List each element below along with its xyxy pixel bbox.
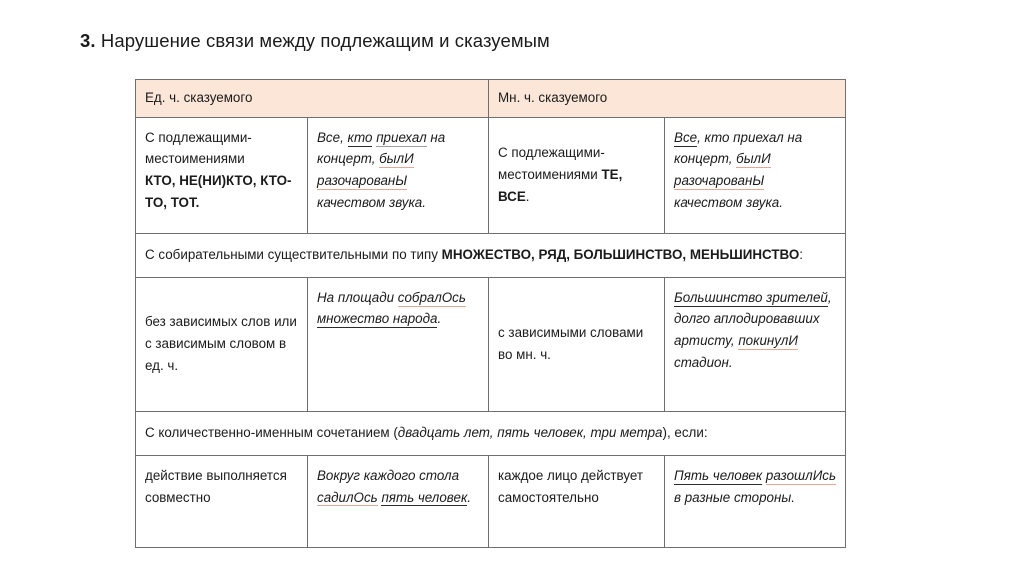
pl-rule-pronoun-list: ТЕ, ВСЕ [498,166,623,204]
table-row-quantitative-detail [136,455,846,547]
cell-pl-example-quantitative [665,455,846,547]
cell-sg-example-quantitative [308,455,489,547]
ex-text-part: . [437,311,442,327]
quantitative-suffix: ), если: [662,424,708,440]
table-row-collective-detail [136,277,846,411]
ex-text-part: , кто приехал на концерт, [674,129,803,167]
page-title [80,30,550,52]
collective-noun-list: МНОЖЕСТВО, РЯД, БОЛЬШИНСТВО, МЕНЬШИНСТВО [441,246,800,262]
underline-razocharovany: разочарованЫ [674,173,765,189]
cell-sg-example-pronouns [308,117,489,233]
cell-pl-rule-pronouns [489,117,665,233]
underline-pokinuli: покинулИ [738,333,798,349]
underline-bolshinstvo-zritelej: Большинство зрителей [674,289,828,305]
ex-text-part: На площади [317,289,398,305]
underline-pyat-chelovek: Пять человек [674,467,763,483]
cell-collective-heading [136,233,846,277]
underline-priehal: приехал [376,129,427,145]
quantitative-examples: двадцать лет, пять человек, три метра [397,424,663,440]
sg-rule-pronoun-list: КТО, НЕ(НИ)КТО, КТО-ТО, ТОТ. [145,173,292,210]
cell-pl-example-collective [665,277,846,411]
underline-kto: кто [347,129,373,145]
underline-sobralos: собралОсь [397,289,466,305]
underline-pyat-chelovek: пять человек [381,489,468,505]
collective-suffix: : [799,246,804,262]
ex-text-part: Все, [317,129,348,145]
ex-text-part: . [467,489,472,505]
grammar-rules-table [135,79,846,548]
cell-pl-rule-collective: с зависимыми словами во мн. ч. [489,277,665,411]
table-row-quantitative-heading [136,411,846,455]
cell-sg-rule-pronouns [136,117,308,233]
underline-razocharovany: разочарованЫ [317,173,408,189]
underline-razoshlis: разошлИсь [765,467,837,483]
ex-text-part: в разные стороны. [674,489,795,505]
underline-mnozhestvo-naroda: множество народа [317,311,438,327]
cell-sg-rule-collective: без зависимых слов или с зависимым словом в ед. ч. [136,277,308,411]
quantitative-prefix: С количественно-именным сочетанием ( [145,424,398,440]
underline-byli: былИ [736,151,771,167]
table-row-pronouns [136,117,846,233]
pl-rule-suffix: . [525,188,530,204]
sg-rule-line2: местоимениями [145,151,245,167]
ex-text-part: стадион. [674,354,733,370]
cell-sg-rule-quantitative: действие выполняется совместно [136,455,308,547]
collective-prefix: С собирательными существительными по типу [145,246,442,262]
table-header-row [136,80,846,118]
sg-rule-line1: С подлежащими- [145,129,252,145]
underline-vse: Все [674,129,698,145]
underline-sadilos: садилОсь [317,489,378,505]
header-plural: Мн. ч. сказуемого [489,80,846,118]
ex-text-part: качеством звука. [317,194,426,210]
ex-text-part: на концерт, [317,129,446,167]
table-row-collective-heading [136,233,846,277]
pl-rule-prefix: С подлежащими-местоимениями [498,145,605,182]
cell-quantitative-heading [136,411,846,455]
header-singular: Ед. ч. сказуемого [136,80,489,118]
ex-text-part: Вокруг каждого стола [317,467,460,483]
page-title-text: Нарушение связи между подлежащим и сказуемым [100,30,550,51]
ex-text-part: , долго аплодировавших артисту, [674,289,832,349]
underline-byli: былИ [379,151,414,167]
page-title-number: 3. [80,30,96,51]
cell-pl-example-pronouns [665,117,846,233]
cell-sg-example-collective [308,277,489,411]
cell-pl-rule-quantitative: каждое лицо действует самостоятельно [489,455,665,547]
ex-text-part: качеством звука. [674,194,783,210]
